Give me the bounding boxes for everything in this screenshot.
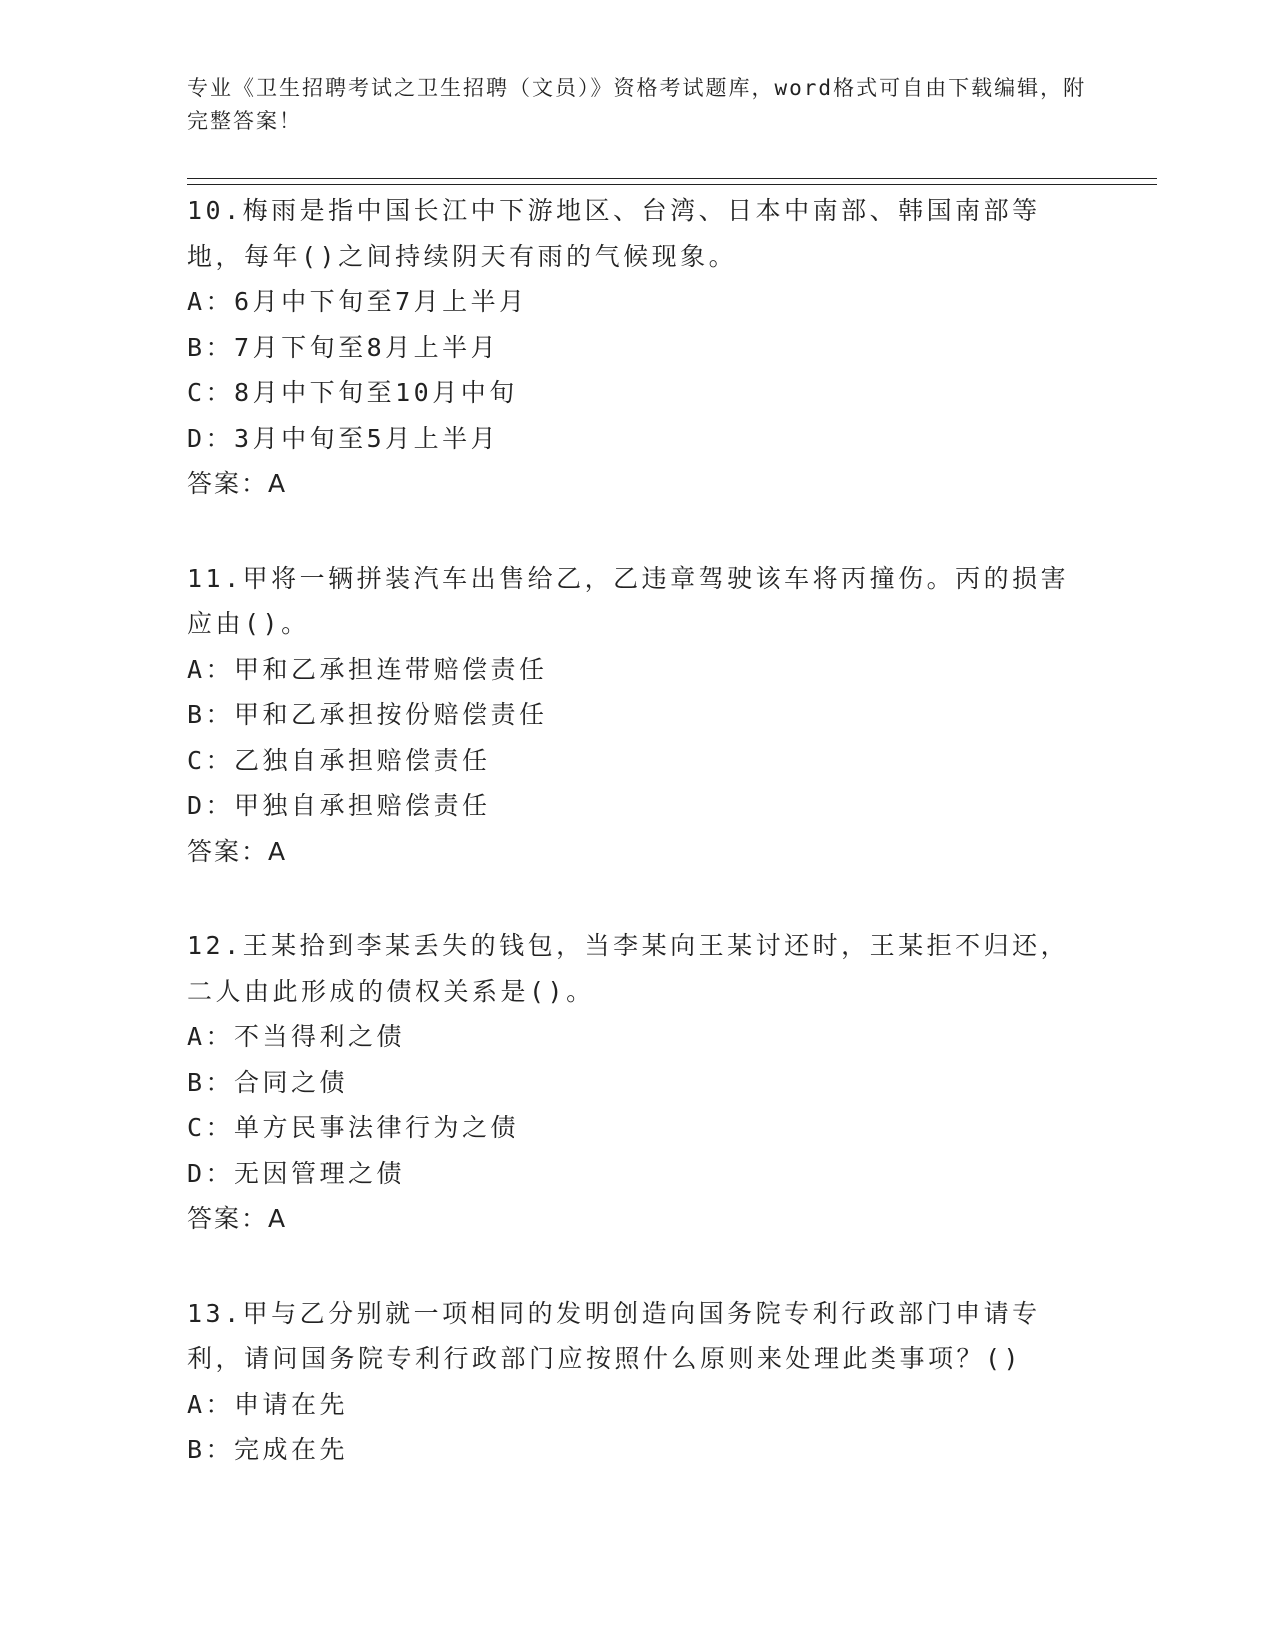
option-a: A：不当得利之债: [187, 1022, 406, 1051]
question-12: [187, 923, 1087, 1242]
option-c: C：乙独自承担赔偿责任: [187, 745, 491, 775]
question-list: [187, 188, 1087, 1522]
answer-line: 答案：A: [187, 469, 288, 498]
option-d: D：3月中旬至5月上半月: [187, 423, 500, 453]
option-b: B：合同之债: [187, 1067, 349, 1097]
header-divider: [187, 178, 1157, 185]
option-b: B：甲和乙承担按份赔偿责任: [187, 700, 548, 729]
option-a: A：申请在先: [187, 1389, 349, 1419]
option-d: D：无因管理之债: [187, 1158, 406, 1188]
option-c: C：单方民事法律行为之债: [187, 1113, 520, 1142]
question-13: [187, 1291, 1087, 1473]
question-stem: 12.王某拾到李某丢失的钱包，当李某向王某讨还时，王某拒不归还，二人由此形成的债权关系是()。: [187, 931, 1070, 1006]
question-stem: 13.甲与乙分别就一项相同的发明创造向国务院专利行政部门申请专利，请问国务院专利行政部门应按照什么原则来处理此类事项？(): [187, 1298, 1041, 1373]
option-d: D：甲独自承担赔偿责任: [187, 791, 491, 820]
question-10: [187, 188, 1087, 507]
question-11: [187, 556, 1087, 875]
option-c: C：8月中下旬至10月中旬: [187, 378, 518, 407]
answer-line: 答案：A: [187, 1204, 288, 1233]
question-stem: 10.梅雨是指中国长江中下游地区、台湾、日本中南部、韩国南部等地，每年()之间持续阴天有雨的气候现象。: [187, 196, 1041, 271]
document-header: 专业《卫生招聘考试之卫生招聘（文员）》资格考试题库，word格式可自由下载编辑，附完整答案！: [187, 76, 1087, 133]
answer-line: 答案：A: [187, 836, 288, 866]
option-a: A：6月中下旬至7月上半月: [187, 287, 528, 316]
option-a: A：甲和乙承担连带赔偿责任: [187, 654, 548, 684]
option-b: B：7月下旬至8月上半月: [187, 332, 500, 362]
question-stem: 11.甲将一辆拼装汽车出售给乙，乙违章驾驶该车将丙撞伤。丙的损害应由()。: [187, 563, 1070, 638]
option-b: B：完成在先: [187, 1435, 349, 1464]
